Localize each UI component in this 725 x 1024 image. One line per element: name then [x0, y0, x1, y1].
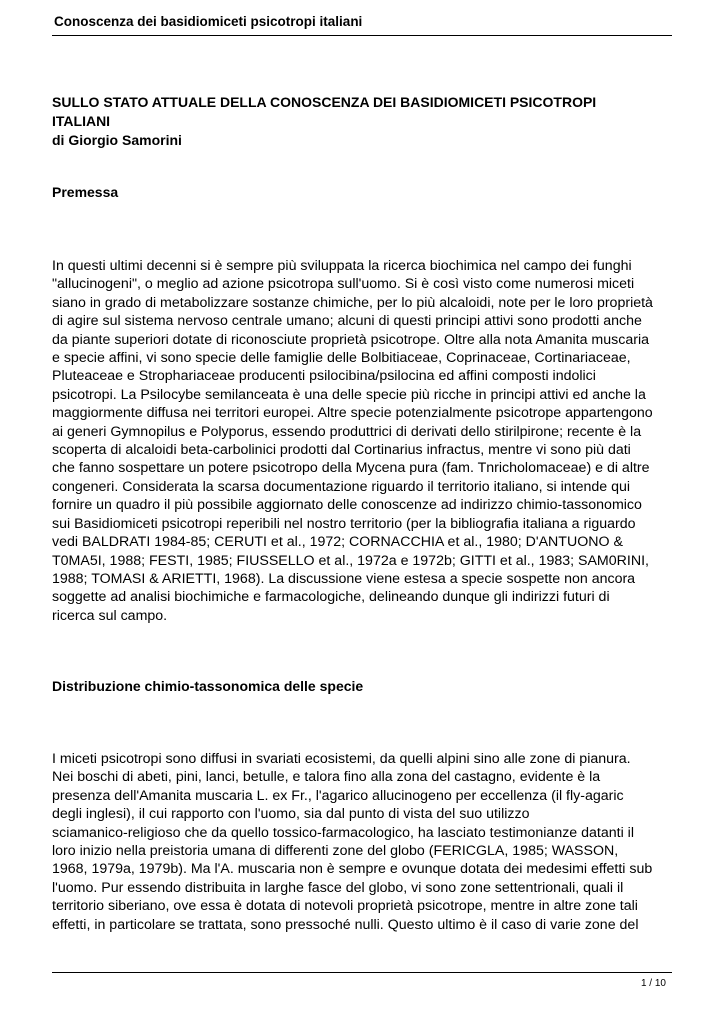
text-line: Nei boschi di abeti, pini, lanci, betulle, e talora fino alla zona del castagno, evidente è la: [52, 769, 601, 786]
text-line: T0MA5I, 1988; FESTI, 1985; FIUSSELLO et al., 1972a e 1972b; GITTI et al., 1983; SAM0RINI,: [52, 552, 649, 569]
paragraph-distribuzione: [52, 750, 677, 934]
text-line: l'uomo. Pur essendo distribuita in larghe fasce del globo, vi sono zone settentrionali, quali il: [52, 879, 624, 896]
text-line: 1988; TOMASI & ARIETTI, 1968). La discussione viene estesa a specie sospette non ancora: [52, 570, 636, 587]
document-author: di Giorgio Samorini: [52, 132, 182, 148]
page-number: 1 / 10: [640, 978, 666, 989]
text-line: sciamanico-religioso che da quello tossico-farmacologico, ha lasciato testimonianze datanti il: [52, 824, 634, 841]
text-line: effetti, in particolare se trattata, sono pressoché nulli. Questo ultimo è il caso di varie zone del: [52, 916, 639, 933]
footer-divider: [52, 972, 672, 973]
text-line: 1968, 1979a, 1979b). Ma l'A. muscaria non è sempre e ovunque dotata dei medesimi effetti sub: [52, 861, 653, 878]
text-line: sui Basidiomiceti psicotropi reperibili nel nostro territorio (per la bibliografia italiana a riguardo: [52, 515, 636, 532]
text-line: fornire un quadro il più possibile aggiornato delle conoscenze ad indirizzo chimio-tassonomico: [52, 497, 642, 514]
text-line: degli inglesi), il cui rapporto con l'uomo, sia dal punto di vista del suo utilizzo: [52, 806, 530, 823]
text-line: siano in grado di metabolizzare sostanze chimiche, per lo più alcaloidi, note per le loro proprietà: [52, 294, 653, 311]
text-line: In questi ultimi decenni si è sempre più sviluppata la ricerca biochimica nel campo dei funghi: [52, 258, 632, 274]
document-title-line-2: ITALIANI: [52, 113, 111, 129]
text-line: scoperta di alcaloidi beta-carbolinici prodotti dal Cortinarius infractus, mentre vi sono più dati: [52, 442, 631, 459]
paragraph-premessa: [52, 257, 677, 625]
document-title-line-1: SULLO STATO ATTUALE DELLA CONOSCENZA DEI BASIDIOMICETI PSICOTROPI: [52, 94, 597, 110]
text-line: di agire sul sistema nervoso centrale umano; alcuni di questi principi attivi sono prodotti anche: [52, 313, 642, 330]
section-heading-distribuzione: Distribuzione chimio-tassonomica delle specie: [52, 678, 364, 694]
text-line: e specie affini, vi sono specie delle famiglie delle Bolbitiaceae, Coprinaceae, Cortinariaceae,: [52, 350, 631, 367]
text-line: territorio siberiano, ove essa è dotata di notevoli proprietà psicotrope, mentre in altre zone tali: [52, 898, 638, 915]
document-title-block: [52, 93, 672, 150]
text-line: da piante superiori dotate di riconosciute proprietà psicotrope. Oltre alla nota Amanita muscaria: [52, 331, 649, 348]
text-line: maggiormente diffusa nei territori europei. Altre specie potenzialmente psicotrope appartengono: [52, 405, 653, 422]
text-line: loro inizio nella preistoria umana di differenti zone del globo (FERICGLA, 1985; WASSON,: [52, 843, 619, 860]
text-line: congeneri. Considerata la scarsa documentazione riguardo il territorio italiano, si intende qui: [52, 478, 631, 495]
running-header: Conoscenza dei basidiomiceti psicotropi italiani: [54, 14, 363, 29]
text-line: ricerca sul campo.: [52, 607, 168, 624]
header-divider: [52, 35, 672, 36]
text-line: psicotropi. La Psilocybe semilanceata è una delle specie più ricche in principi attivi ed anche la: [52, 386, 646, 403]
text-line: I miceti psicotropi sono diffusi in svariati ecosistemi, da quelli alpini sino alle zone di pianura.: [52, 751, 631, 767]
text-line: Pluteaceae e Strophariaceae producenti psilocibina/psilocina ed affini composti indolici: [52, 368, 596, 385]
text-line: "allucinogeni", o meglio ad azione psicotropa sull'uomo. Si è così visto come numerosi miceti: [52, 276, 635, 293]
text-line: presenza dell'Amanita muscaria L. ex Fr., l'agarico allucinogeno per eccellenza (il fly-agaric: [52, 787, 624, 804]
text-line: vedi BALDRATI 1984-85; CERUTI et al., 1972; CORNACCHIA et al., 1980; D'ANTUONO &: [52, 534, 623, 551]
text-line: che fanno sospettare un potere psicotropo della Mycena pura (fam. Tnricholomaceae) e di altre: [52, 460, 650, 477]
section-heading-premessa: Premessa: [52, 184, 119, 200]
text-line: soggette ad analisi biochimiche e farmacologiche, delineando dunque gli indirizzi futuri di: [52, 589, 610, 606]
text-line: ai generi Gymnopilus e Polyporus, essendo produttrici di derivati dello stirilpirone; recente è la: [52, 423, 642, 440]
